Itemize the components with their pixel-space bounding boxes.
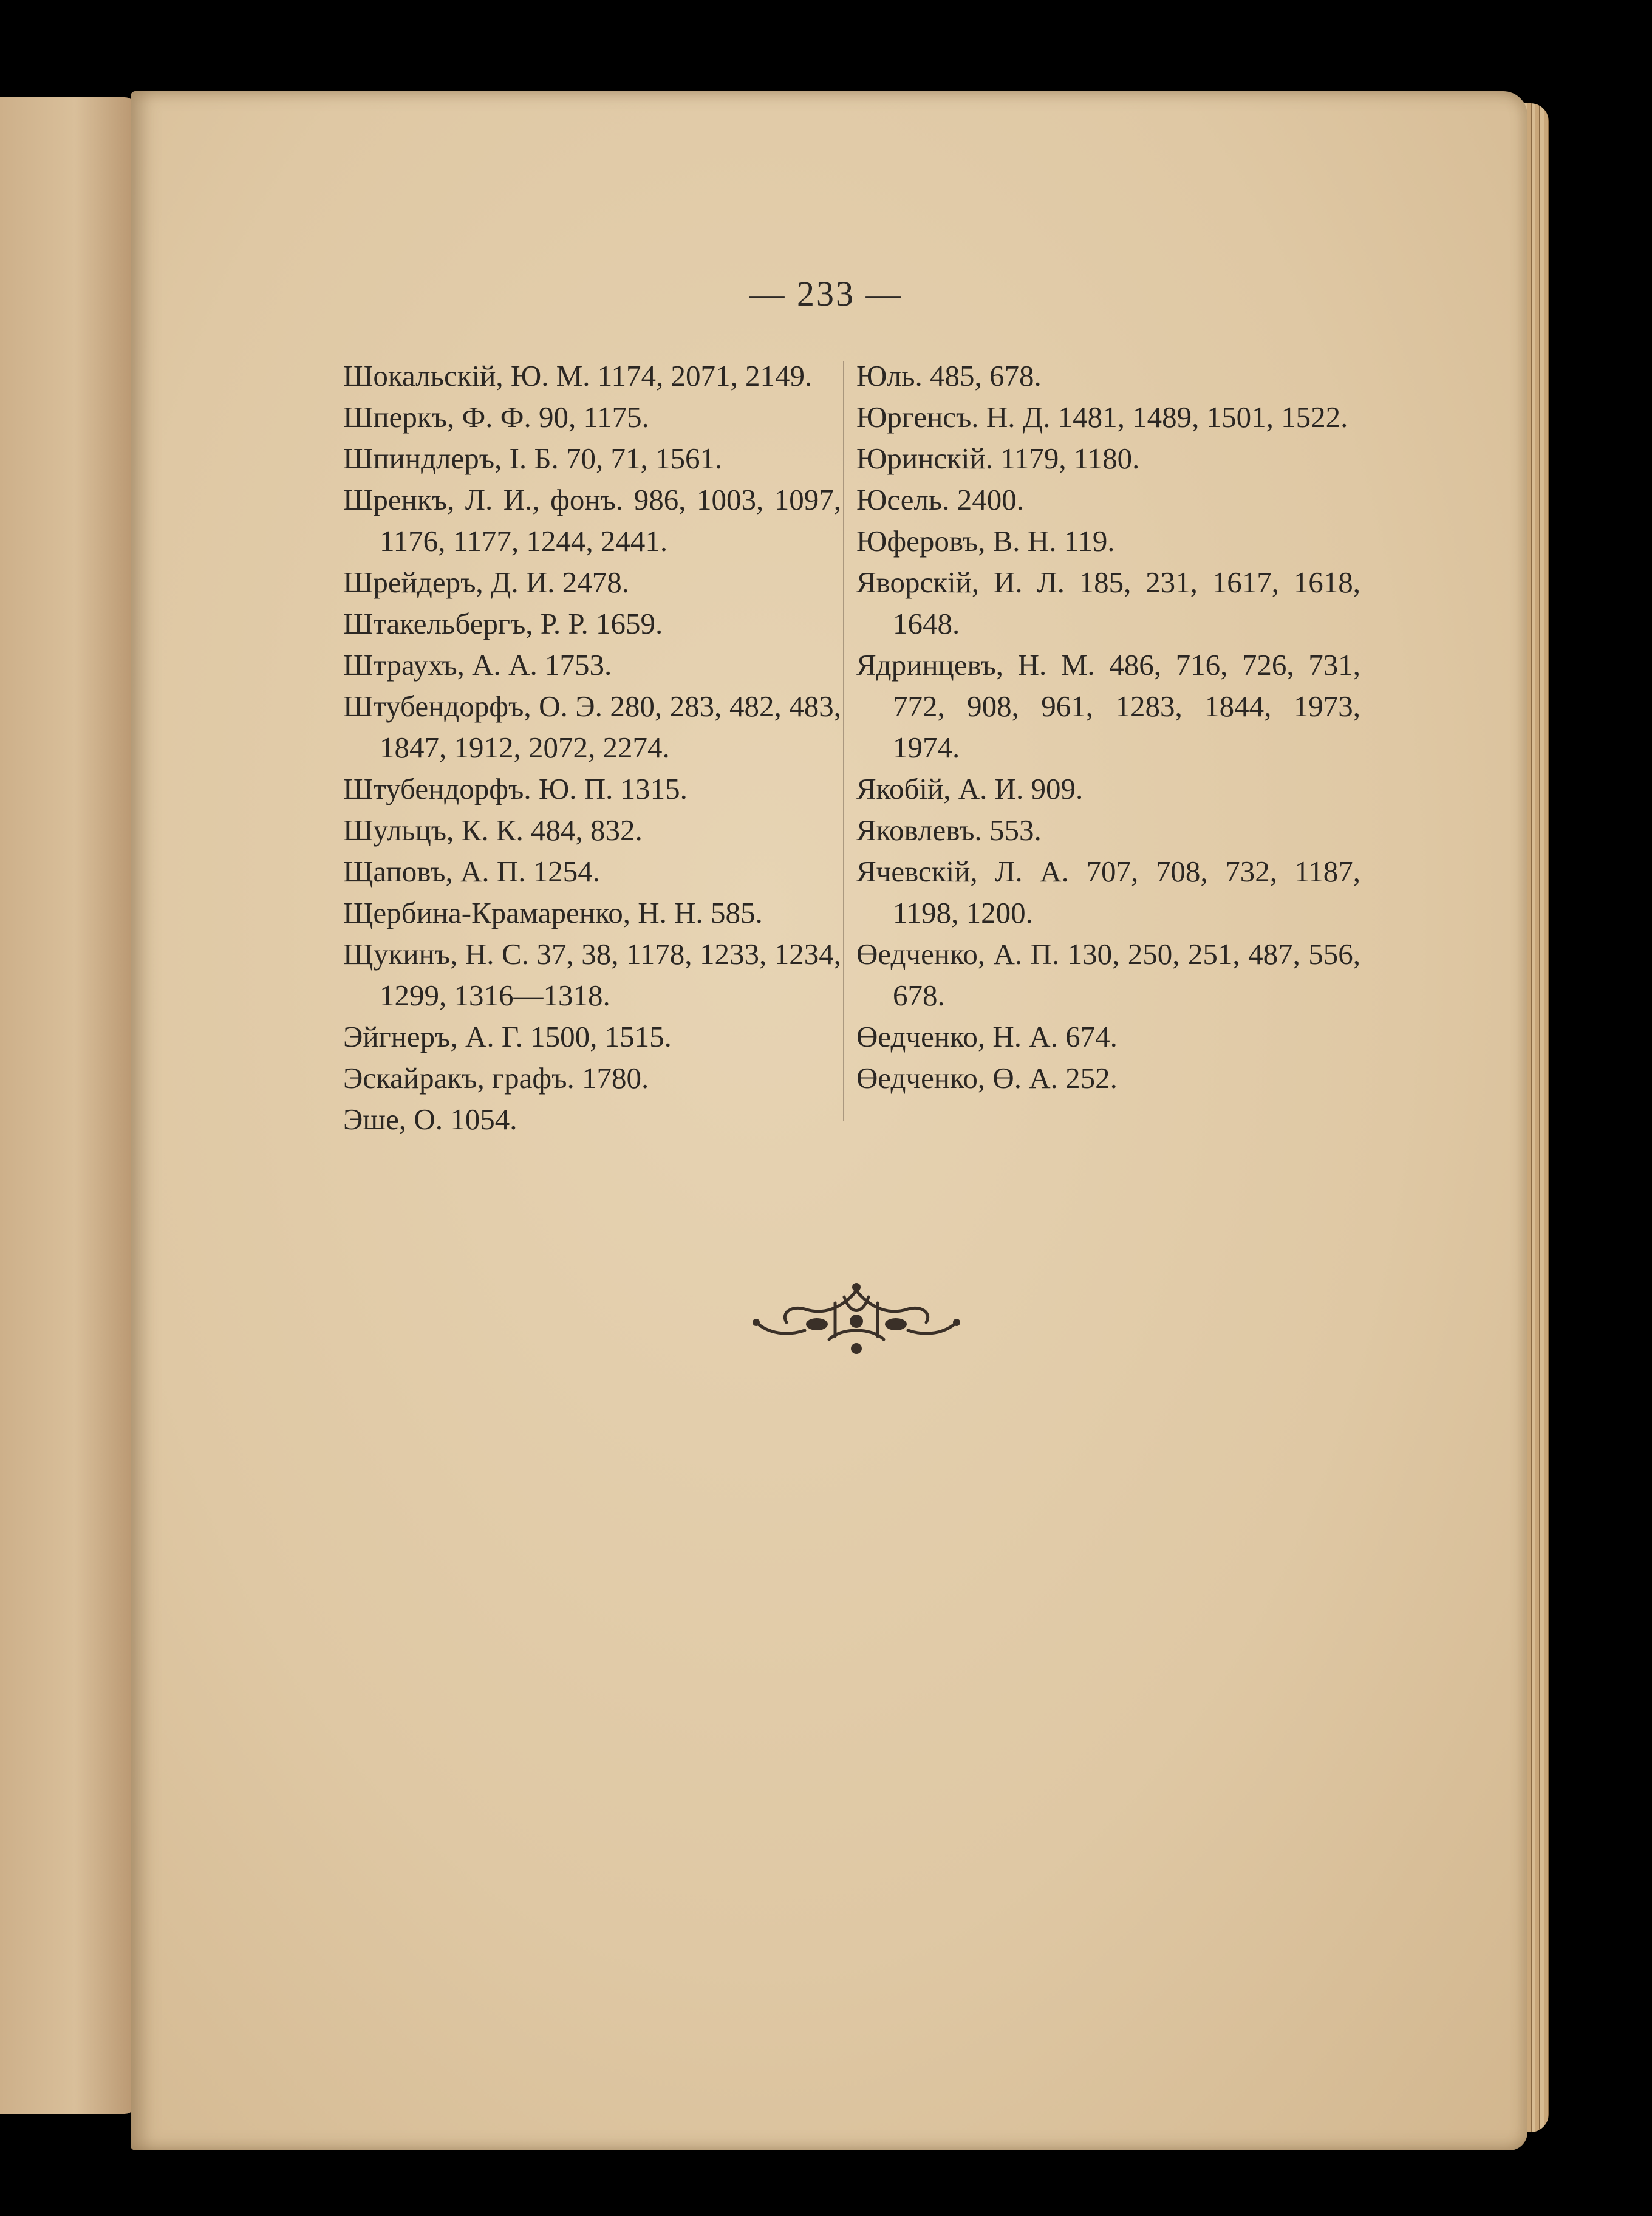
index-entry: Юль. 485, 678.: [856, 359, 1042, 392]
page-number: — 233 —: [749, 274, 903, 313]
index-entry: Юринскій. 1179, 1180.: [856, 442, 1140, 475]
index-entry: Ячевскій, Л. А. 707, 708, 732, 1187, 1198, 1200.: [856, 855, 1360, 929]
index-entry: Щаповъ, А. П. 1254.: [343, 855, 601, 888]
index-entry: Якобій, А. И. 909.: [856, 772, 1084, 805]
index-entry: Штубендорфъ, О. Э. 280, 283, 482, 483, 1847, 1912, 2072, 2274.: [343, 689, 841, 764]
index-entry: Щербина-Крамаренко, Н. Н. 585.: [343, 896, 763, 929]
index-entry: Эше, О. 1054.: [343, 1103, 517, 1136]
index-entry: Өедченко, Н. А. 674.: [856, 1020, 1118, 1053]
index-entry: Шперкъ, Ф. Ф. 90, 1175.: [343, 400, 649, 434]
index-entry: Шульцъ, К. К. 484, 832.: [343, 813, 643, 847]
index-entry: Шокальскій, Ю. М. 1174, 2071, 2149.: [343, 359, 813, 392]
index-entry: Эскайракъ, графъ. 1780.: [343, 1061, 649, 1095]
index-entry: Өедченко, А. П. 130, 250, 251, 487, 556, 678.: [856, 937, 1360, 1012]
index-entry: Шренкъ, Л. И., фонъ. 986, 1003, 1097, 1176, 1177, 1244, 2441.: [343, 483, 841, 558]
index-entry: Штубендорфъ. Ю. П. 1315.: [343, 772, 688, 805]
index-entry: Шпиндлеръ, І. Б. 70, 71, 1561.: [343, 442, 723, 475]
index-entry: Щукинъ, Н. С. 37, 38, 1178, 1233, 1234, 1299, 1316—1318.: [343, 937, 841, 1012]
index-entry: Штраухъ, А. А. 1753.: [343, 648, 612, 682]
ornament-icon: [744, 1279, 969, 1358]
index-entry: Шрейдеръ, Д. И. 2478.: [343, 566, 629, 599]
index-entry: Ядринцевъ, Н. М. 486, 716, 726, 731, 772, 908, 961, 1283, 1844, 1973, 1974.: [856, 648, 1360, 764]
index-entry: Юсель. 2400.: [856, 483, 1025, 516]
index-entry: Юргенсъ. Н. Д. 1481, 1489, 1501, 1522.: [856, 400, 1348, 434]
index-entry: Яворскій, И. Л. 185, 231, 1617, 1618, 1648.: [856, 566, 1360, 640]
index-column-right: [856, 355, 1360, 1099]
index-entry: Юферовъ, В. Н. 119.: [856, 524, 1115, 558]
index-column-left: [343, 355, 841, 1140]
index-entry: Штакельбергъ, Р. Р. 1659.: [343, 607, 663, 640]
index-entry: Яковлевъ. 553.: [856, 813, 1042, 847]
facing-page-edge: [0, 97, 137, 2114]
index-entry: Өедченко, Ө. А. 252.: [856, 1061, 1118, 1095]
index-entry: Эйгнеръ, А. Г. 1500, 1515.: [343, 1020, 672, 1053]
column-divider: [843, 361, 844, 1121]
